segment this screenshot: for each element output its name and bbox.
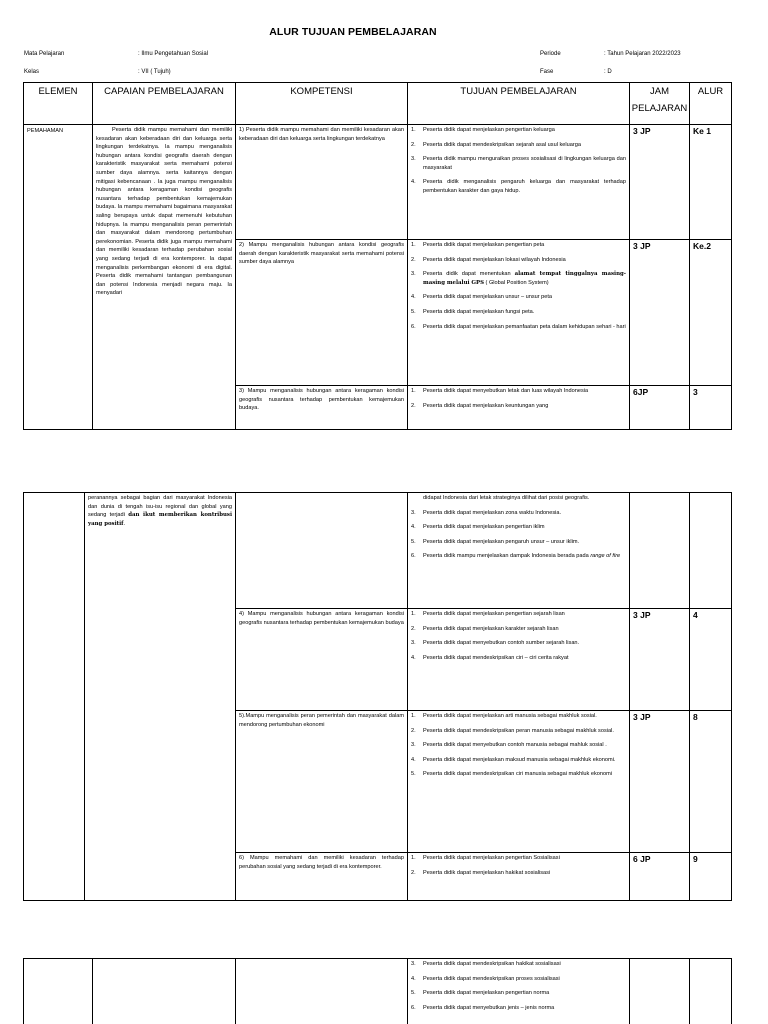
tujuan-item: 2. Peserta didik dapat menjelaskan lokasi wilayah Indonesia (411, 256, 566, 263)
alur-cell-empty (690, 959, 732, 1024)
tujuan-item: 1. Peserta didik dapat menjelaskan arti manusia sebagai makhluk sosial. (411, 713, 597, 719)
tujuan-item: 2. Peserta didik dapat mendeskripsikan peran manusia sebagai makhluk sosial. (411, 727, 614, 734)
tujuan-item: 1. Peserta didik dapat menjelaskan pengertian sejarah lisan (411, 611, 565, 617)
tujuan-cell (408, 711, 630, 853)
elemen-cell-empty (24, 959, 93, 1024)
tujuan-item: 2. Peserta didik dapat mendeskripsikan sejarah asal usul keluarga (411, 141, 581, 148)
tujuan-item: didapat Indonesia dari letak strateginya dilihat dari posisi geografis. (423, 495, 590, 501)
tujuan-item: 5. Peserta didik dapat menjelaskan fungsi peta. (411, 308, 535, 315)
mapel-value: : Ilmu Pengetahuan Sosial (138, 51, 209, 57)
kompetensi-cell: 4) Mampu menganalisis hubungan antara keragaman kondisi geografis nusantara terhadap pembentukan kemajemukan budaya (236, 609, 408, 711)
tujuan-item: 4. Peserta didik dapat menjelaskan unsur – unsur peta (411, 294, 553, 301)
elemen-cell-empty (24, 493, 85, 901)
tujuan-item: 1. Peserta didik dapat menjelaskan pengertian Sosialisasi (411, 855, 560, 861)
capaian-cell (93, 125, 236, 430)
alur-cell: 4 (690, 609, 732, 711)
tujuan-item: 3. Peserta didik dapat mendeskripsikan hakikat sosialisasi (411, 961, 561, 967)
jam-cell: 3 JP (630, 711, 690, 853)
tujuan-item: 3. Peserta didik dapat menentukan alamat tempat tinggalnya masing-masing melalui GPS ( Global Position System) (411, 271, 627, 286)
alur-cell: 9 (690, 853, 732, 901)
tujuan-cell (408, 959, 630, 1024)
mapel-label: Mata Pelajaran (24, 51, 65, 57)
header-jam-line2: PELAJARAN (631, 103, 688, 114)
kompetensi-cell: 5).Mampu menganalisis peran pemerintah dan masyarakat dalam mendorong pertumbuhan ekonomi (236, 711, 408, 853)
capaian-cell-empty (93, 959, 236, 1024)
fase-value: : D (604, 69, 612, 75)
elemen-cell: PEMAHAMAN (24, 125, 93, 430)
jam-cell: 3 JP (630, 609, 690, 711)
atp-table-page-2 (23, 492, 732, 901)
capaian-text-cont: peranannya sebagai bagian dari masyarakat Indonesia dan dunia di tengah isu-isu regional dan global yang sedang terjadi (88, 495, 232, 519)
tujuan-item: 1. Peserta didik dapat menjelaskan pengertian peta (411, 242, 545, 248)
tujuan-item: 2. Peserta didik dapat menjelaskan hakikat sosialisasi (411, 869, 551, 876)
tujuan-cell (408, 853, 630, 901)
header-kompetensi: KOMPETENSI (236, 83, 408, 125)
capaian-cell: peranannya sebagai bagian dari masyarakat Indonesia dan dunia di tengah isu-isu regional dan global yang sedang terjadi dan ikut memberikan kontribusi yang positif. (85, 493, 236, 901)
alur-cell-empty (690, 493, 732, 609)
fase-label: Fase (540, 69, 554, 75)
tujuan-item: 2. Peserta didik dapat menjelaskan keuntungan yang (411, 402, 549, 409)
tujuan-item: 4. Peserta didik menganalisis pengaruh keluarga dan masyarakat terhadap pembentukan karakter dan gaya hidup. (411, 179, 626, 194)
alur-cell: Ke 1 (690, 125, 732, 240)
jam-cell: 6 JP (630, 853, 690, 901)
jam-cell-empty (630, 959, 690, 1024)
tujuan-item: 5. Peserta didik dapat menjelaskan pengertian norma (411, 990, 550, 997)
header-alur: ALUR (690, 83, 732, 125)
document-title: ALUR TUJUAN PEMBELAJARAN (269, 26, 437, 38)
tujuan-item: 4. Peserta didik dapat menjelaskan maksud manusia sebagai makhluk ekonomi. (411, 756, 616, 763)
tujuan-item: 3. Peserta didik dapat menyebutkan contoh manusia sebagai mahluk sosial . (411, 742, 607, 749)
tujuan-item: 6. Peserta didik dapat menjelaskan pemanfaatan peta dalam kehidupan sehari - hari (411, 323, 626, 330)
tujuan-item: 5. Peserta didik dapat menjelaskan pengaruh unsur – unsur iklim. (411, 538, 580, 545)
capaian-text: Peserta didik mampu memahami dan memiliki kesadaran akan keberadaan diri dan keluarga serta lingkungan terdekatnya. Ia mampu menganalisis hubungan antara kondisi geografis daerah dengan karakteristik masyarakat serta memahami potensi sumber daya alamnya. serta kaitannya dengan mitigasi kebencanaan . Ia juga mampu menganalisis hubungan antara keragaman kondisi geografis nusantara terhadap pembentukan kemajemukan budaya. Ia mampu memahami bagaimana masyarakat saling berupaya untuk dapat memenuhi kebutuhan hidupnya. Ia mampu menganalisis peran pemerintah dan masyarakat dalam mendorong pertumbuhan perekonomian. Peserta didik juga mampu memahami dan memiliki kesadaran terhadap perubahan sosial yang sedang terjadi di era kontemporer. Ia dapat menganalisis perkembangan ekonomi di era digital. Peserta didik memahami tantangan pembangunan dan potensi Indonesia menjadi negara maju. Ia menyadari (96, 127, 232, 297)
alur-cell: 3 (690, 386, 732, 430)
jam-cell-empty (630, 493, 690, 609)
kompetensi-cell: 1) Peserta didik mampu memahami dan memiliki kesadaran akan keberadaan diri dan keluarga serta lingkungan terdekatnya (236, 125, 408, 240)
capaian-text-bold: dan ikut memberikan kontribusi yang positif (88, 512, 232, 527)
kompetensi-cell: 3) Mampu menganalisis hubungan antara keragaman kondisi geografis nusantara terhadap pembentukan kemajemukan budaya. (236, 386, 408, 430)
tujuan-item: 2. Peserta didik dapat menjelaskan karakter sejarah lisan (411, 625, 559, 632)
tujuan-item: 4. Peserta didik dapat mendeskripsikan proses sosialisasi (411, 975, 560, 982)
header-capaian: CAPAIAN PEMBELAJARAN (93, 83, 236, 125)
tujuan-item: 1. Peserta didik dapat menjelaskan pengertian keluarga (411, 127, 555, 133)
tujuan-item: 3. Peserta didik mampu menguraikan proses sosialisasi di lingkungan keluarga dan masyarakat (411, 156, 626, 171)
tujuan-cell (408, 386, 630, 430)
tujuan-item: 3. Peserta didik dapat menyebutkan contoh sumber sejarah lisan. (411, 640, 580, 647)
header-elemen: ELEMEN (24, 83, 93, 125)
jam-cell: 3 JP (630, 125, 690, 240)
tujuan-item: 4. Peserta didik dapat menjelaskan pengertian iklim (411, 524, 545, 531)
tujuan-item: 4. Peserta didik dapat mendeskripsikan ciri – ciri cerita rakyat (411, 654, 569, 661)
kompetensi-cell: 2) Mampu menganalisis hubungan antara kondisi geografis daerah dengan karakteristik masyarakat serta memahami potensi sumber daya alamnya (236, 240, 408, 386)
kompetensi-cell: 6) Mampu memahami dan memiliki kesadaran terhadap perubahan sosial yang sedang terjadi di era kontemporer. (236, 853, 408, 901)
tujuan-cell (408, 240, 630, 386)
alur-cell: Ke.2 (690, 240, 732, 386)
periode-value: : Tahun Pelajaran 2022/2023 (604, 51, 681, 57)
kompetensi-cell-empty (236, 493, 408, 609)
kelas-label: Kelas (24, 69, 40, 75)
tujuan-cell (408, 609, 630, 711)
alur-cell: 8 (690, 711, 732, 853)
tujuan-cell (408, 125, 630, 240)
header-tujuan: TUJUAN PEMBELAJARAN (408, 83, 630, 125)
header-jam (630, 83, 690, 125)
header-jam-line1: JAM (650, 86, 669, 97)
atp-table-page-1 (23, 82, 732, 430)
jam-cell: 3 JP (630, 240, 690, 386)
tujuan-cell (408, 493, 630, 609)
tujuan-item: 1. Peserta didik dapat menyebutkan letak dan luas wilayah Indonesia (411, 388, 589, 394)
atp-table-page-3 (23, 958, 732, 1024)
tujuan-item: 6. Peserta didik dapat menyebutkan jenis – jenis norma (411, 1004, 555, 1011)
tujuan-item: 3. Peserta didik dapat menjelaskan zona waktu Indonesia. (411, 509, 562, 516)
jam-cell: 6JP (630, 386, 690, 430)
periode-label: Periode (540, 51, 561, 57)
tujuan-item: 5. Peserta didik dapat mendeskripsikan ciri manusia sebagai makhluk ekonomi (411, 771, 613, 778)
kompetensi-cell-empty (236, 959, 408, 1024)
kelas-value: : VII ( Tujuh) (138, 69, 171, 75)
tujuan-item: 6. Peserta didik mampu menjelaskan dampak Indonesia berada pada range of fire (411, 553, 621, 560)
